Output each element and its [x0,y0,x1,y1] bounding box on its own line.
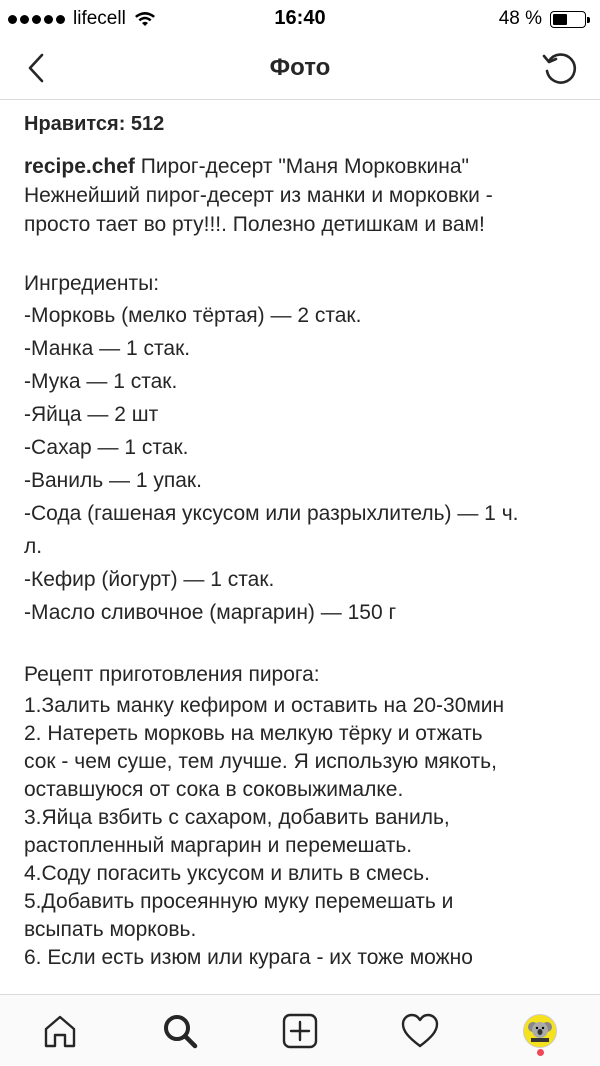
description-line: просто тает во рту!!!. Полезно детишкам и вам! [24,213,485,236]
status-time: 16:40 [274,7,326,29]
tab-search[interactable] [150,1001,210,1061]
ingredient-line: -Морковь (мелко тёртая) — 2 стак. [24,304,362,327]
recipe-step-line: 4.Соду погасить уксусом и влить в смесь. [24,862,430,885]
recipe-step-line: 2. Натереть морковь на мелкую тёрку и отжать [24,722,483,745]
tab-add-post[interactable] [270,1001,330,1061]
add-post-icon [281,1012,319,1050]
recipe-step-line: растопленный маргарин и перемешать. [24,834,413,857]
recipe-step-line: 6. Если есть изюм или курага - их тоже можно [24,946,473,969]
tab-profile[interactable] [510,1001,570,1061]
post-caption [24,152,578,972]
carrier-name: lifecell [73,8,126,29]
ingredient-line: -Сода (гашеная уксусом или разрыхлитель) — 1 ч. [24,502,519,525]
post-title: Пирог-десерт "Маня Морковкина" [134,155,470,178]
battery-percent: 48 % [498,8,542,29]
battery-icon [550,11,586,28]
ingredients-header: Ингредиенты: [24,272,160,295]
recipe-step-line: 5.Добавить просеянную муку перемешать и [24,890,454,913]
heart-icon [400,1012,440,1050]
recipe-steps [24,692,578,972]
tab-activity[interactable] [390,1001,450,1061]
recipe-step-line: 3.Яйца взбить с сахаром, добавить ваниль, [24,806,450,829]
post-content [24,100,578,972]
status-right [499,8,586,30]
tab-home[interactable] [30,1001,90,1061]
likes-count[interactable]: Нравится: 512 [24,113,165,135]
ingredient-line: -Масло сливочное (маргарин) — 150 г [24,601,397,624]
notification-dot [537,1049,544,1056]
avatar [523,1014,557,1048]
description-line: Нежнейший пирог-десерт из манки и морковки - [24,184,493,207]
ingredient-line: л. [24,535,43,558]
koala-avatar-icon [525,1016,555,1046]
refresh-icon [540,48,580,88]
ingredient-line: -Сахар — 1 стак. [24,436,189,459]
recipe-step-line: 1.Залить манку кефиром и оставить на 20-30мин [24,694,505,717]
search-icon [161,1012,199,1050]
recipe-step-line: сок - чем суше, тем лучше. Я использую мякоть, [24,750,497,773]
nav-bar [0,38,600,100]
ingredient-line: -Мука — 1 стак. [24,370,178,393]
recipe-step-line: всыпать морковь. [24,918,197,941]
status-bar [0,0,600,38]
ingredient-line: -Яйца — 2 шт [24,403,159,426]
page-title: Фото [269,54,331,81]
ingredients-list [24,299,578,629]
tab-bar [0,994,600,1066]
recipe-header: Рецепт приготовления пирога: [24,663,320,686]
home-icon [41,1012,79,1050]
recipe-step-line: оставшуюся от сока в соковыжималке. [24,778,404,801]
ingredient-line: -Ваниль — 1 упак. [24,469,202,492]
refresh-button[interactable] [538,46,582,90]
profile-avatar-wrap [523,1014,557,1048]
username-link[interactable]: recipe.chef [24,155,135,178]
ingredient-line: -Кефир (йогурт) — 1 стак. [24,568,275,591]
ingredient-line: -Манка — 1 стак. [24,337,191,360]
